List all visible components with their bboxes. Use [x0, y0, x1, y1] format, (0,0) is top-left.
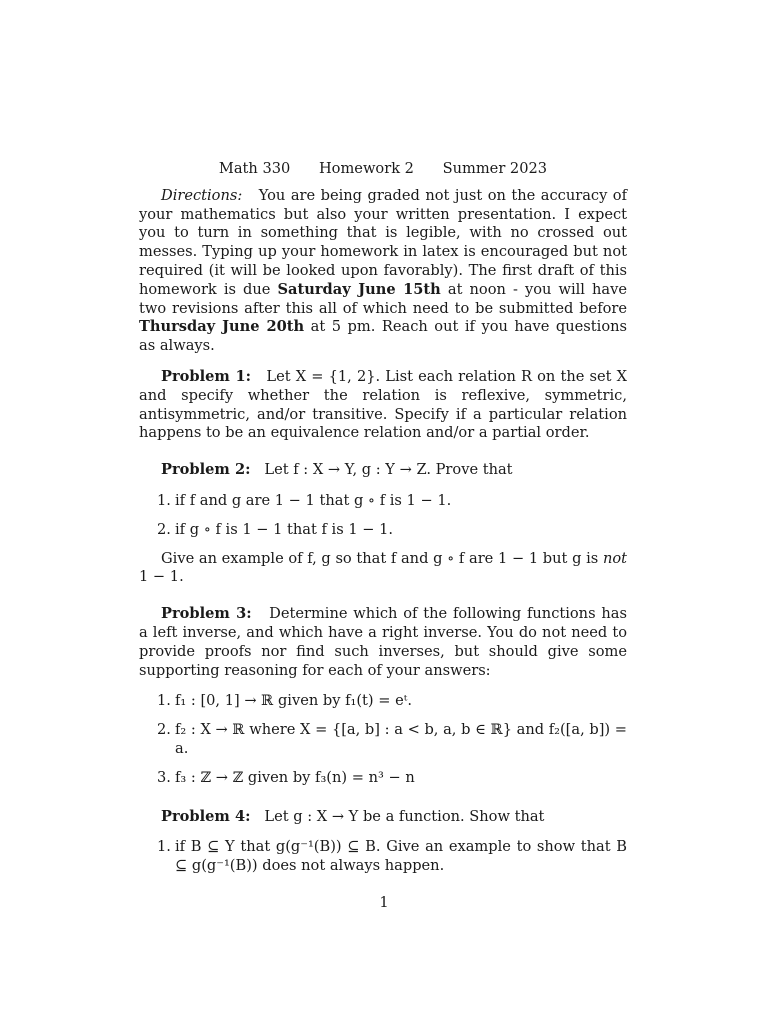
problem-1-label: Problem 1:: [161, 367, 251, 385]
document-header: [139, 160, 627, 179]
list-item-text: if g ∘ f is 1 − 1 that f is 1 − 1.: [175, 520, 394, 538]
first-due-date: Saturday June 15th: [277, 280, 441, 298]
list-item-number: 3.: [157, 768, 171, 786]
problem-2-followup-text-1: Give an example of f, g so that f and g ∘ f are 1 − 1 but g is: [161, 549, 603, 567]
problem-3-intro: [139, 605, 627, 680]
directions-text-2: at noon - you will have two revisions after this all of which need to be submitted before: [139, 280, 627, 317]
list-item: [139, 692, 627, 711]
list-item-number: 1.: [157, 692, 171, 710]
directions-paragraph: [139, 187, 627, 356]
directions-text-3: at 5 pm. Reach out if you have questions as always.: [139, 318, 627, 355]
problem-4-intro: [139, 808, 627, 827]
list-item-text: f₂ : X → ℝ where X = {[a, b] : a < b, a, b ∈ ℝ} and f₂([a, b]) = a.: [175, 721, 627, 757]
problem-2-followup-not: not: [602, 549, 627, 567]
list-item-number: 1.: [157, 838, 171, 856]
problem-2-label: Problem 2:: [161, 461, 251, 479]
list-item: [139, 521, 627, 540]
list-item-text: if B ⊆ Y that g(g⁻¹(B)) ⊆ B. Give an example to show that B ⊆ g(g⁻¹(B)) does not always happen.: [175, 838, 627, 875]
problem-3-list: [139, 692, 627, 787]
list-item-number: 2.: [157, 721, 171, 739]
list-item-number: 1.: [157, 491, 171, 509]
final-due-date: Thursday June 20th: [139, 318, 305, 336]
term-title: Summer 2023: [442, 160, 548, 177]
problem-2-intro-text: Let f : X → Y, g : Y → Z. Prove that: [264, 461, 513, 479]
list-item-text: f₃ : ℤ → ℤ given by f₃(n) = n³ − n: [175, 768, 415, 786]
directions-label: Directions:: [161, 186, 243, 204]
problem-4-label: Problem 4:: [161, 807, 251, 825]
list-item: [139, 769, 627, 788]
document-body: [139, 160, 627, 886]
page-number: 1: [379, 894, 389, 911]
list-item: [139, 838, 627, 876]
problem-3-intro-text: Determine which of the following functions has a left inverse, and which have a right inverse. You do not need to provide proofs nor find such inverses, but should give some supporting reasoning for each of your answers:: [139, 605, 627, 679]
list-item-text: if f and g are 1 − 1 that g ∘ f is 1 − 1.: [175, 491, 452, 509]
list-item: [139, 721, 627, 759]
problem-2-followup: [139, 550, 627, 588]
problem-1-text: Let X = {1, 2}. List each relation R on the set X and specify whether the relation is reflexive, symmetric, antisymmetric, and/or transitive. Specify if a particular relation happens to be an equivalence relation and/or a partial order.: [139, 367, 628, 442]
problem-3-label: Problem 3:: [161, 605, 252, 623]
problem-2-list: [139, 492, 627, 540]
list-item: [139, 492, 627, 511]
list-item-text: f₁ : [0, 1] → ℝ given by f₁(t) = eᵗ.: [175, 692, 412, 710]
problem-2-followup-text-2: 1 − 1.: [139, 568, 184, 586]
course-title: Math 330: [218, 160, 291, 177]
problem-4-intro-text: Let g : X → Y be a function. Show that: [264, 807, 545, 825]
list-item-number: 2.: [157, 520, 171, 538]
problem-2-intro: [139, 461, 627, 480]
problem-1: [139, 368, 627, 443]
problem-4-list: [139, 838, 627, 876]
assignment-title: Homework 2: [318, 160, 414, 177]
directions-text-1: You are being graded not just on the accuracy of your mathematics but also your written presentation. I expect you to turn in something that is legible, with no crossed out messes. Typing up your homework in latex is encouraged but not required (it will be looked upon favorably). The first draft of this homework is due: [139, 186, 627, 298]
